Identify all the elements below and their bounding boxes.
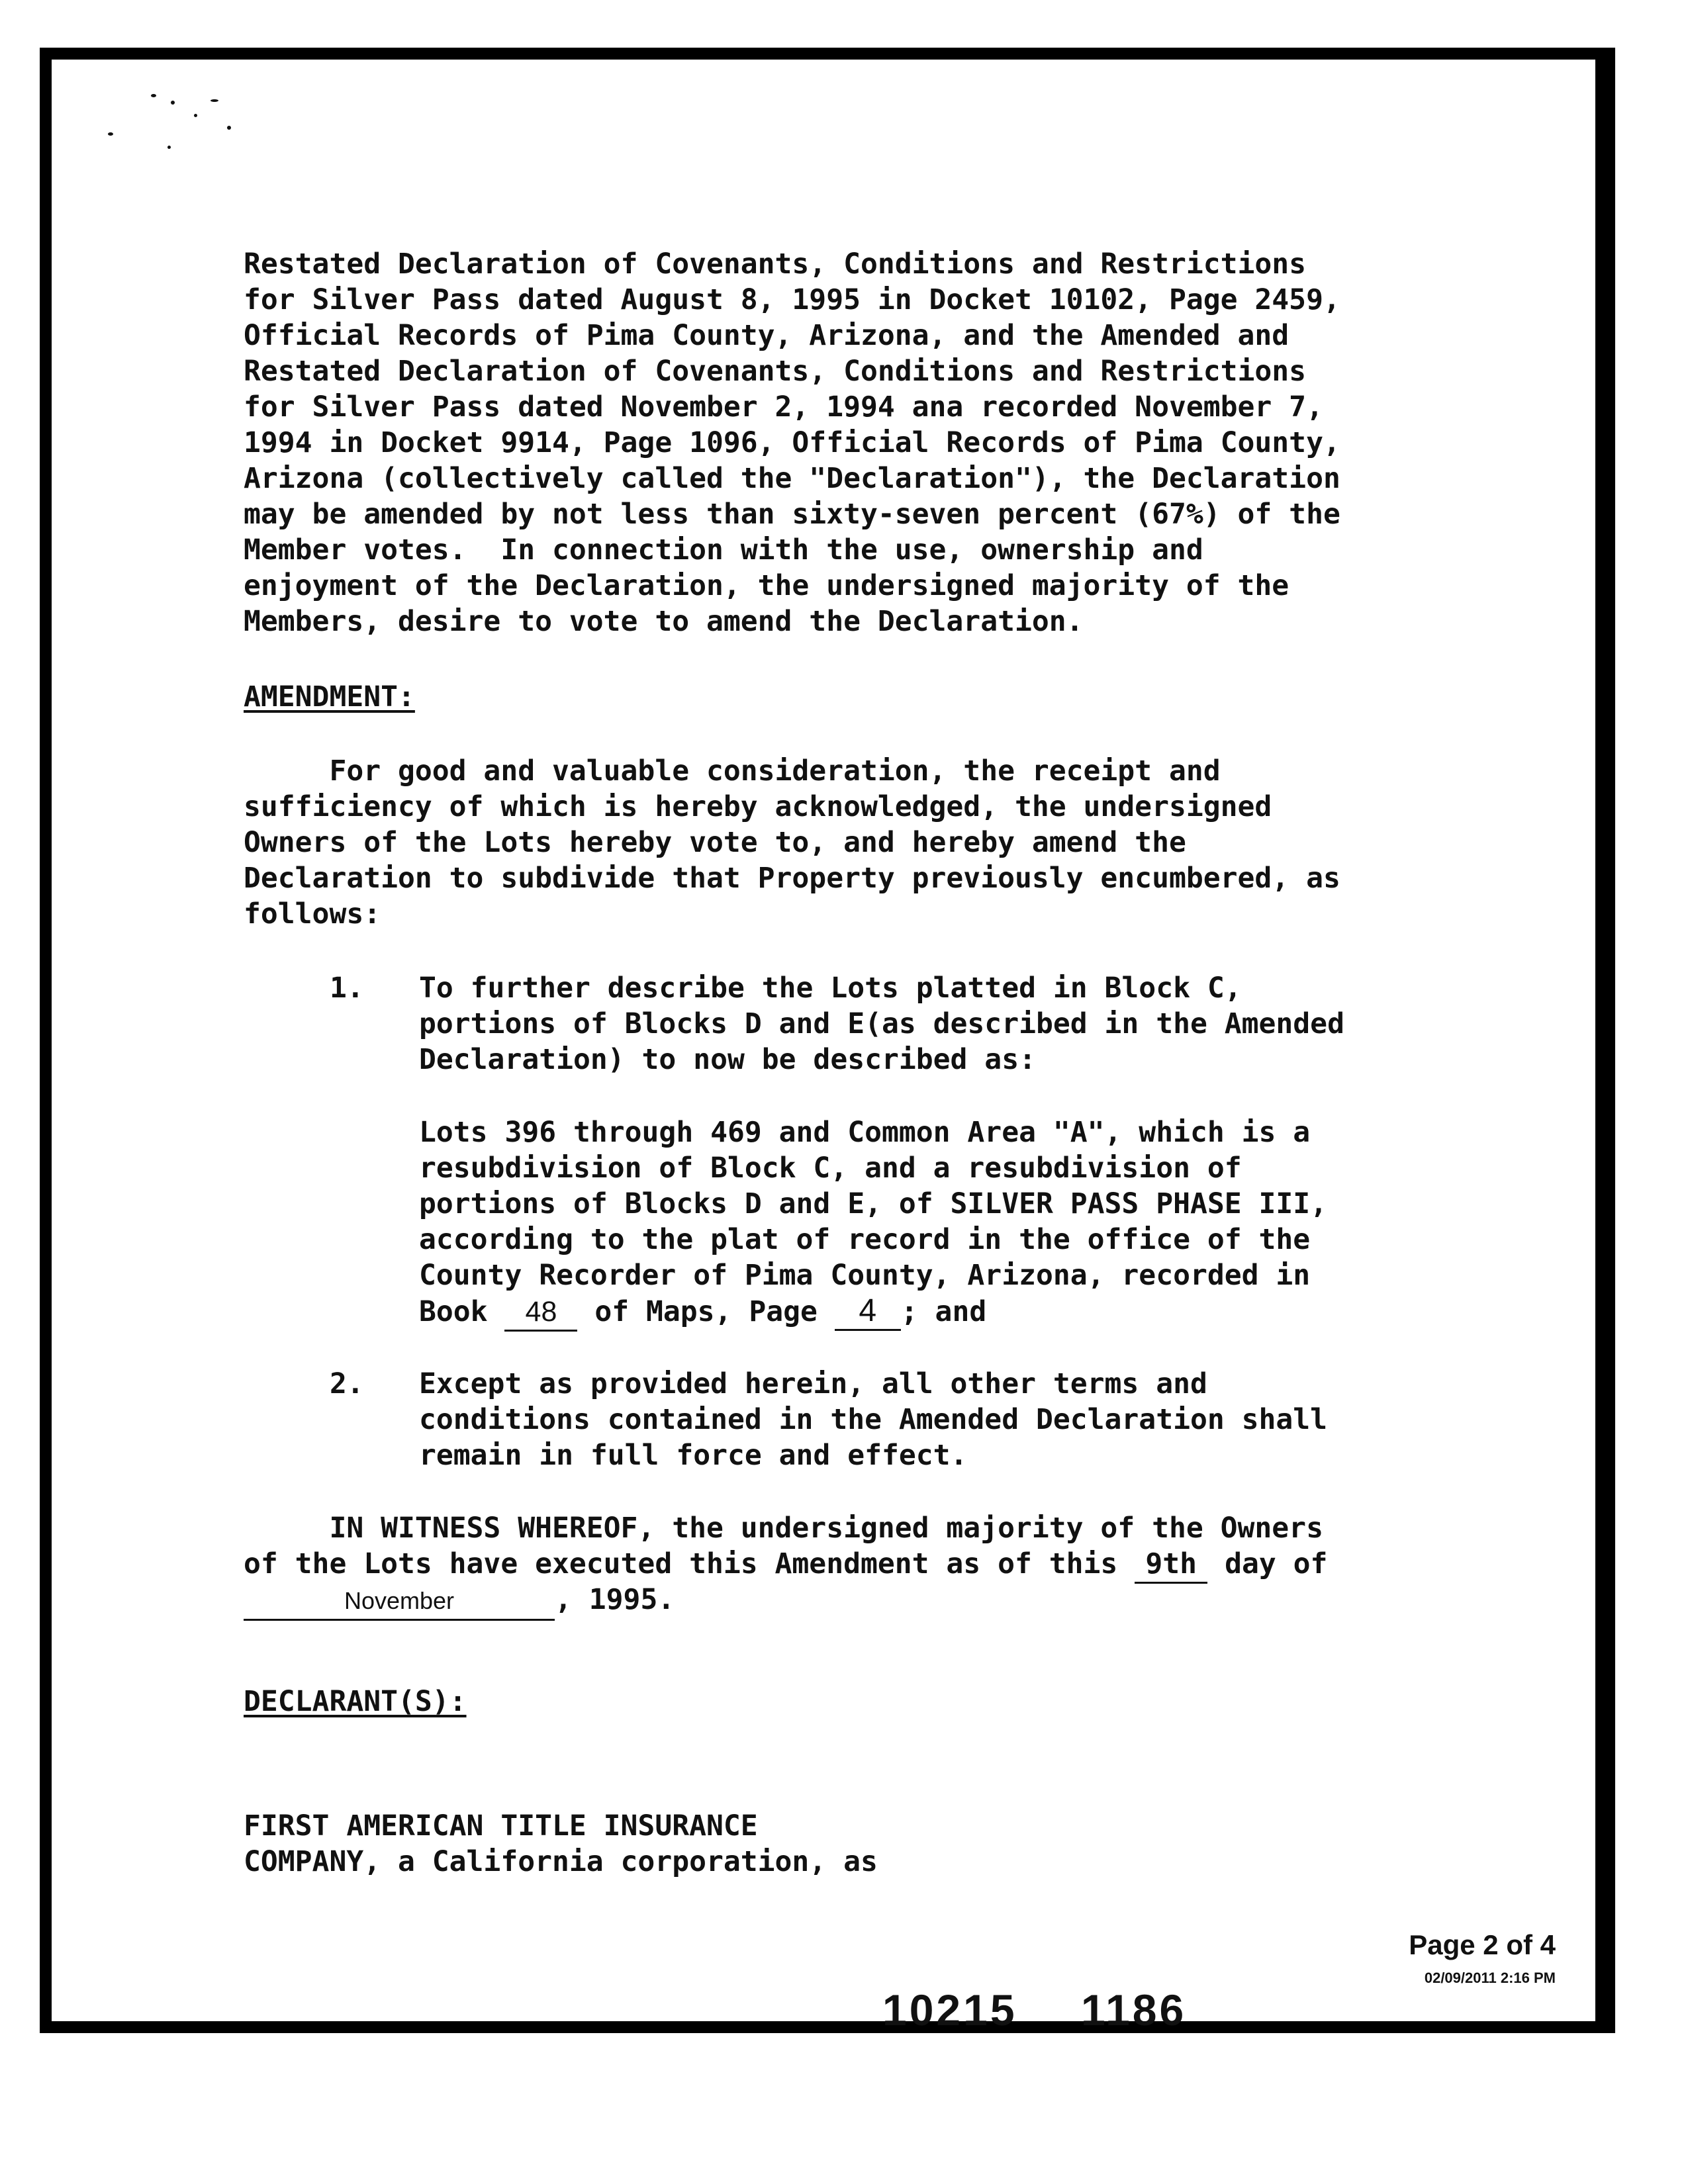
maps-label: of Maps, Page xyxy=(577,1295,835,1328)
item-1-line: Declaration) to now be described as: xyxy=(419,1043,1036,1076)
year-text: , 1995. xyxy=(555,1583,675,1616)
intro-line: Official Records of Pima County, Arizona, and the Amended and xyxy=(244,319,1289,352)
scan-speck xyxy=(211,99,218,102)
intro-line: for Silver Pass dated November 2, 1994 ana recorded November 7, xyxy=(244,390,1323,424)
amendment-line: Owners of the Lots hereby vote to, and hereby amend the xyxy=(244,826,1186,859)
book-number-field: 48 xyxy=(504,1294,577,1332)
scan-speck xyxy=(171,101,175,105)
scan-speck xyxy=(167,146,171,149)
intro-line: Member votes. In connection with the use, ownership and xyxy=(244,533,1203,567)
book-line-end: ; and xyxy=(900,1295,987,1328)
witness-line xyxy=(244,1582,675,1621)
item-1-line: portions of Blocks D and E(as described in the Amended xyxy=(419,1007,1344,1040)
amendment-line: sufficiency of which is hereby acknowledged, the undersigned xyxy=(244,790,1272,823)
amendment-line: follows: xyxy=(244,897,381,931)
witness-text: of the Lots have executed this Amendment as of this xyxy=(244,1547,1135,1580)
month-field: November xyxy=(244,1583,555,1621)
page-number-field: 4 xyxy=(835,1293,901,1331)
witness-line xyxy=(244,1546,1327,1584)
legal-line: according to the plat of record in the office of the xyxy=(419,1223,1311,1256)
day-field: 9th xyxy=(1135,1546,1207,1584)
timestamp: 02/09/2011 2:16 PM xyxy=(1424,1970,1556,1986)
declarant-line: FIRST AMERICAN TITLE INSURANCE xyxy=(244,1809,758,1843)
intro-line: Restated Declaration of Covenants, Conditions and Restrictions xyxy=(244,355,1307,388)
page-indicator: Page 2 of 4 xyxy=(1409,1929,1556,1960)
book-page-line xyxy=(419,1293,986,1332)
intro-line: enjoyment of the Declaration, the undersigned majority of the xyxy=(244,569,1289,602)
document-page xyxy=(52,60,1595,2034)
document-frame xyxy=(40,48,1615,2033)
item-1-number: 1. xyxy=(330,972,364,1005)
book-label: Book xyxy=(419,1295,505,1328)
intro-line: Restated Declaration of Covenants, Conditions and Restrictions xyxy=(244,248,1307,281)
item-1-line: To further describe the Lots platted in Block C, xyxy=(419,972,1242,1005)
scan-speck xyxy=(151,94,156,97)
recording-page-number: 1186 xyxy=(1081,1985,1187,2034)
intro-line: may be amended by not less than sixty-seven percent (67%) of the xyxy=(244,498,1340,531)
witness-line: IN WITNESS WHEREOF, the undersigned majority of the Owners xyxy=(244,1512,1323,1545)
item-2-line: remain in full force and effect. xyxy=(419,1439,968,1472)
intro-line: Members, desire to vote to amend the Declaration. xyxy=(244,605,1084,638)
declarant-heading: DECLARANT(S): xyxy=(244,1685,467,1718)
amendment-line: For good and valuable consideration, the receipt and xyxy=(244,754,1221,788)
scan-speck xyxy=(194,114,197,117)
legal-line: Lots 396 through 469 and Common Area "A", which is a xyxy=(419,1116,1311,1149)
item-2-line: conditions contained in the Amended Declaration shall xyxy=(419,1403,1328,1436)
legal-line: resubdivision of Block C, and a resubdivision of xyxy=(419,1152,1242,1185)
intro-line: Arizona (collectively called the "Declaration"), the Declaration xyxy=(244,462,1340,495)
item-2-number: 2. xyxy=(330,1367,364,1400)
scan-speck xyxy=(108,132,113,136)
legal-line: County Recorder of Pima County, Arizona, recorded in xyxy=(419,1259,1311,1292)
amendment-line: Declaration to subdivide that Property previously encumbered, as xyxy=(244,862,1340,895)
declarant-line: COMPANY, a California corporation, as xyxy=(244,1845,878,1878)
amendment-heading: AMENDMENT: xyxy=(244,680,415,713)
intro-line: 1994 in Docket 9914, Page 1096, Official Records of Pima County, xyxy=(244,426,1340,459)
item-2-line: Except as provided herein, all other terms and xyxy=(419,1367,1207,1400)
intro-line: for Silver Pass dated August 8, 1995 in Docket 10102, Page 2459, xyxy=(244,283,1340,316)
docket-number: 10215 xyxy=(882,1985,1017,2034)
legal-line: portions of Blocks D and E, of SILVER PASS PHASE III, xyxy=(419,1187,1328,1220)
witness-text: day of xyxy=(1207,1547,1328,1580)
scan-speck xyxy=(227,126,231,130)
